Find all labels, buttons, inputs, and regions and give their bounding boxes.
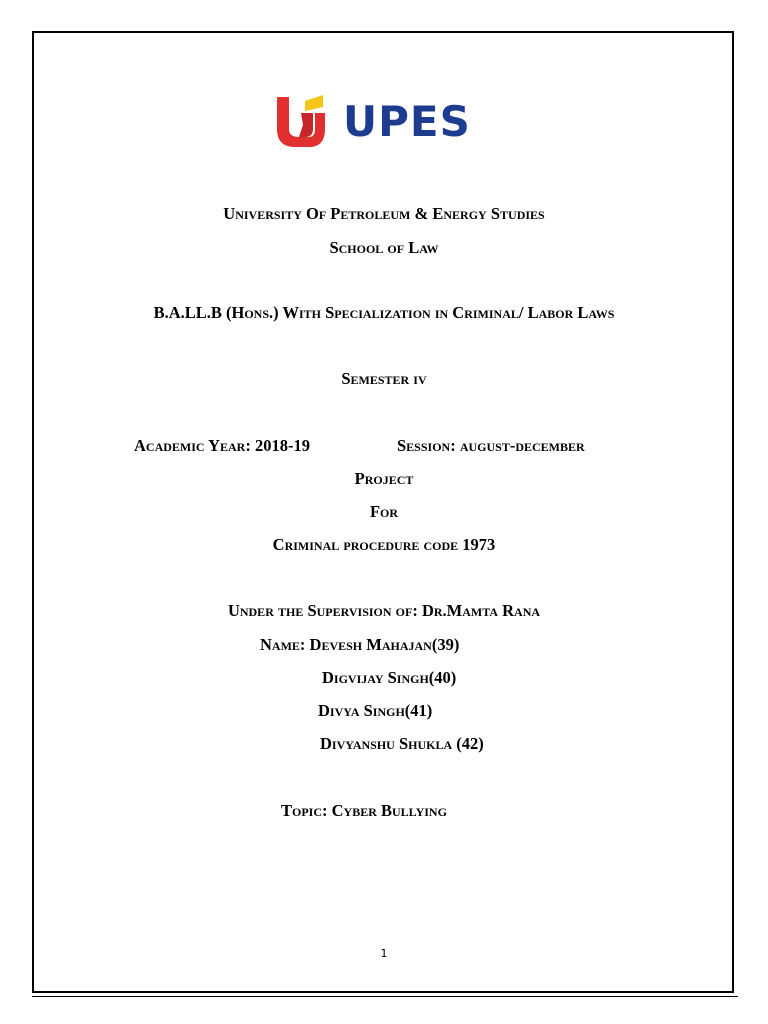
- student-name: Divyanshu Shukla (42): [320, 734, 484, 753]
- school-name: School of Law: [329, 238, 439, 257]
- project-label: Project: [354, 469, 414, 488]
- university-name: University Of Petroleum & Energy Studies: [223, 204, 545, 223]
- supervisor: Under the Supervision of: Dr.Mamta Rana: [227, 601, 541, 620]
- student-name: Divya Singh(41): [318, 701, 433, 720]
- programme-title: B.A.LL.B (Hons.) With Specialization in Criminal/ Labor Laws: [153, 303, 615, 322]
- topic: Topic: Cyber Bullying: [281, 801, 447, 820]
- subject-title: Criminal procedure code 1973: [272, 535, 496, 554]
- semester: Semester iv: [341, 369, 427, 388]
- for-label: For: [369, 502, 399, 521]
- session: Session: august-december: [397, 436, 585, 455]
- upes-logo-icon: [275, 95, 329, 149]
- student-name: Digvijay Singh(40): [322, 668, 457, 687]
- academic-year: Academic Year: 2018-19: [134, 436, 310, 455]
- upes-logo-text: UPES: [343, 97, 471, 146]
- page-number: 1: [380, 947, 388, 960]
- student-name-first: Name: Devesh Mahajan(39): [260, 635, 460, 654]
- upes-logo: [275, 95, 471, 149]
